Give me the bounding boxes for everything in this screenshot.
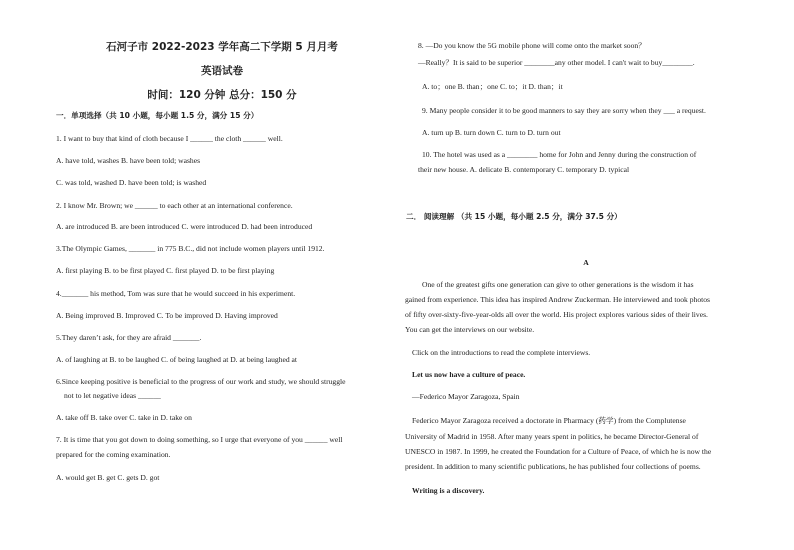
question-stem: 3.The Olympic Games, _______ in 775 B.C., did not include women players until 1912. (56, 244, 325, 253)
question-stem: 5.They daren’t ask, for they are afraid _______. (56, 333, 202, 342)
question-options: A. turn up B. turn down C. turn to D. turn out (422, 128, 561, 137)
question-options: C. was told, washed D. have been told; is washed (56, 178, 207, 187)
question-stem: 7. It is time that you got down to doing something, so I urge that everyone of you ______ well (56, 435, 343, 444)
question-stem-cont: —Really？It is said to be superior ________any other model. I can't wait to buy________. (418, 58, 695, 67)
paragraph-line: You can get the interviews on our website. (405, 325, 535, 334)
paragraph-line: Federico Mayor Zaragoza received a doctorate in Pharmacy (药学) from the Complutense (412, 416, 686, 425)
question-options: A. of laughing at B. to be laughed C. of being laughed at D. at being laughed at (56, 355, 298, 364)
question-stem: 2. I know Mr. Brown; we ______ to each other at an international conference. (56, 201, 293, 210)
paragraph-line: of fifty over-sixty-five-year-olds all over the world. His project explores various sides of their lives. (405, 310, 708, 319)
exam-time-score: 时间：120 分钟 总分：150 分 (147, 89, 297, 101)
question-stem: 6.Since keeping positive is beneficial to the progress of our work and study, we should struggle (56, 377, 346, 386)
text-line: Click on the introductions to read the complete interviews. (412, 348, 591, 357)
question-stem: 10. The hotel was used as a ________ home for John and Jenny during the construction of (422, 150, 697, 159)
section-heading: 二． 阅读理解 （共 15 小题，每小题 2.5 分，满分 37.5 分） (406, 212, 622, 221)
question-stem-cont: prepared for the coming examination. (56, 450, 171, 459)
question-stem: 1. I want to buy that kind of cloth because I ______ the cloth ______ well. (56, 134, 283, 143)
question-stem: 4._______ his method, Tom was sure that he would succeed in his experiment. (56, 289, 296, 298)
paragraph-line: One of the greatest gifts one generation can give to other generations is the wisdom it has (422, 280, 694, 289)
question-options: A. to；one B. than；one C. to；it D. than；it (422, 82, 563, 91)
question-stem-cont: not to let negative ideas ______ (64, 391, 161, 400)
question-options: A. have told, washes B. have been told; washes (56, 156, 201, 165)
paragraph-line: president. In addition to many scientific publications, he has published four collections of poems. (405, 462, 701, 471)
question-options: A. Being improved B. Improved C. To be improved D. Having improved (56, 311, 278, 320)
paragraph-line: UNESCO in 1987. In 1999, he created the Foundation for a Culture of Peace, of which he is now the (405, 447, 712, 456)
question-stem: 8. —Do you know the 5G mobile phone will come onto the market soon？ (418, 41, 646, 50)
section-heading: 一．单项选择（共 10 小题，每小题 1.5 分，满分 15 分） (56, 111, 259, 120)
subheading: Writing is a discovery. (412, 486, 485, 495)
question-stem: 9. Many people consider it to be good manners to say they are sorry when they ___ a request. (422, 106, 706, 115)
question-options: A. are introduced B. are been introduced C. were introduced D. had been introduced (56, 222, 313, 231)
exam-subject: 英语试卷 (201, 65, 243, 77)
subheading: Let us now have a culture of peace. (412, 370, 526, 379)
question-options: A. take off B. take over C. take in D. take on (56, 413, 192, 422)
attribution: —Federico Mayor Zaragoza, Spain (412, 392, 520, 401)
passage-label: A (583, 258, 589, 267)
question-stem-cont: their new house. A. delicate B. contemporary C. temporary D. typical (418, 165, 630, 174)
exam-title: 石河子市 2022-2023 学年高二下学期 5 月月考 (106, 41, 338, 53)
question-options: A. would get B. get C. gets D. got (56, 473, 160, 482)
question-options: A. first playing B. to be first played C. first played D. to be first playing (56, 266, 275, 275)
paragraph-line: University of Madrid in 1958. After many years spent in politics, he became Director-General of (405, 432, 699, 441)
paragraph-line: gained from experience. This idea has inspired Andrew Zuckerman. He interviewed and took photos (405, 295, 710, 304)
